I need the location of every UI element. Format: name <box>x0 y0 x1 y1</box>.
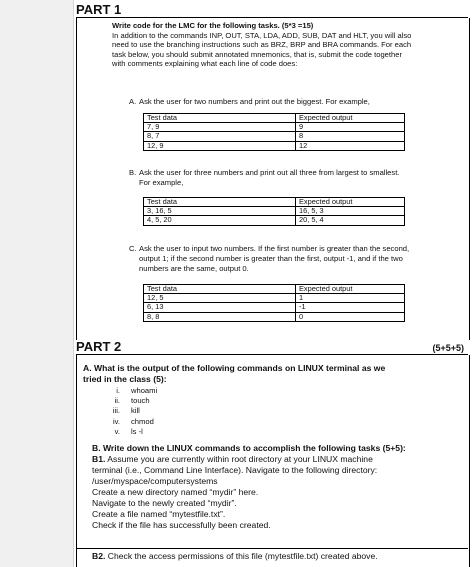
question-a <box>83 363 467 385</box>
task-b-table <box>143 197 405 226</box>
table-row <box>144 303 405 312</box>
table-cell: -1 <box>296 303 405 312</box>
b1-line: /user/myspace/computersystems <box>92 476 218 486</box>
task-b-label: B. <box>129 168 137 177</box>
list-item-number: iii. <box>112 406 120 416</box>
table-header: Expected output <box>296 114 405 123</box>
table-cell: 3, 16, 5 <box>144 207 296 216</box>
b1-line: Check if the file has successfully been created. <box>92 520 271 530</box>
command-list <box>106 386 256 437</box>
b1-line: Create a file named “mytestfile.txt”. <box>92 509 226 519</box>
part1-intro <box>112 21 467 69</box>
list-item-number: ii. <box>114 396 120 406</box>
question-a-line: tried in the class (5): <box>83 374 167 384</box>
part1-intro-line: task below, you should submit annotated mnemonics, that is, submit the code together <box>112 49 402 59</box>
question-a-line: A. What is the output of the following commands on LINUX terminal as we <box>83 363 386 373</box>
list-item <box>106 406 256 416</box>
question-b <box>92 443 468 531</box>
task-a-text: Ask the user for two numbers and print out the biggest. For example, <box>139 97 370 106</box>
table-row <box>144 294 405 303</box>
table-row <box>144 207 405 216</box>
table-header-row <box>144 198 405 207</box>
table-cell: 16, 5, 3 <box>296 207 405 216</box>
task-c-text: output 1; if the second number is greater than the first, output -1, and if the two <box>139 254 403 263</box>
list-item <box>106 427 256 437</box>
document-page <box>76 0 472 567</box>
table-cell: 8, 8 <box>144 312 296 321</box>
part1-intro-line: need to use the branching instructions such as BRZ, BRP and BRA commands. For each <box>112 40 412 50</box>
table-header: Expected output <box>296 198 405 207</box>
list-item-command: whoami <box>131 386 158 395</box>
list-item-command: touch <box>131 396 150 406</box>
b1-line: Create a new directory named “mydir” here. <box>92 487 259 497</box>
part2-title: PART 2 <box>76 339 122 354</box>
table-header: Test data <box>144 198 296 207</box>
table-cell: 8 <box>296 132 405 141</box>
b2-text: Check the access permissions of this file (mytestfile.txt) created above. <box>105 551 378 561</box>
list-item-command: ls -l <box>131 426 143 436</box>
task-c-table <box>143 284 405 322</box>
task-a-table <box>143 113 405 151</box>
table-header: Expected output <box>296 285 405 294</box>
b1-line: Assume you are currently within root directory at your LINUX machine <box>105 454 373 464</box>
table-row <box>144 141 405 150</box>
table-cell: 8, 7 <box>144 132 296 141</box>
b1-label: B1. <box>92 454 106 464</box>
table-header: Test data <box>144 285 296 294</box>
table-header: Test data <box>144 114 296 123</box>
task-b-text: For example, <box>139 178 184 187</box>
part1-heading <box>76 2 468 18</box>
b2-label: B2. <box>92 551 106 561</box>
list-item <box>106 417 256 427</box>
table-cell: 7, 9 <box>144 123 296 132</box>
table-cell: 1 <box>296 294 405 303</box>
list-item-command: chmod <box>131 416 154 426</box>
task-c-label: C. <box>129 244 137 253</box>
table-cell: 6, 13 <box>144 303 296 312</box>
task-a-label: A. <box>129 97 137 106</box>
part1-intro-line: In addition to the commands INP, OUT, STA, LDA, ADD, SUB, DAT and HLT, you will also <box>112 30 412 40</box>
list-item <box>106 386 256 396</box>
table-cell: 9 <box>296 123 405 132</box>
table-cell: 0 <box>296 312 405 321</box>
list-item <box>106 396 256 406</box>
table-cell: 4, 5, 20 <box>144 216 296 225</box>
table-header-row <box>144 285 405 294</box>
table-row <box>144 216 405 225</box>
part1-intro-line: with comments explaining what each line of code does: <box>112 59 298 69</box>
b2-divider <box>76 548 468 549</box>
list-item-command: kill <box>131 406 140 416</box>
task-c-text: Ask the user to input two numbers. If the first number is greater than the second, <box>139 244 410 253</box>
table-header-row <box>144 114 405 123</box>
table-cell: 12, 9 <box>144 141 296 150</box>
table-cell: 12 <box>296 141 405 150</box>
table-cell: 12, 5 <box>144 294 296 303</box>
part2-heading <box>76 339 468 355</box>
task-c-text: numbers are the same, output 0. <box>139 264 249 273</box>
list-item-number: i. <box>116 386 120 395</box>
left-margin-strip <box>0 0 74 567</box>
table-row <box>144 123 405 132</box>
part1-intro-bold: Write code for the LMC for the following tasks. (5*3 =15) <box>112 21 314 30</box>
b1-line: terminal (i.e., Command Line Interface). Navigate to the following directory: <box>92 465 378 475</box>
table-cell: 20, 5, 4 <box>296 216 405 225</box>
question-b-title: B. Write down the LINUX commands to accomplish the following tasks (5+5): <box>92 443 406 453</box>
part1-title: PART 1 <box>76 2 122 17</box>
list-item-number: iv. <box>112 416 120 426</box>
b1-line: Navigate to the newly created “mydir”. <box>92 498 237 508</box>
table-row <box>144 132 405 141</box>
part2-score: (5+5+5) <box>432 343 464 353</box>
task-b-text: Ask the user for three numbers and print out all three from largest to smallest. <box>139 168 400 177</box>
table-row <box>144 312 405 321</box>
question-b2 <box>92 551 468 562</box>
list-item-number: v. <box>114 426 120 436</box>
